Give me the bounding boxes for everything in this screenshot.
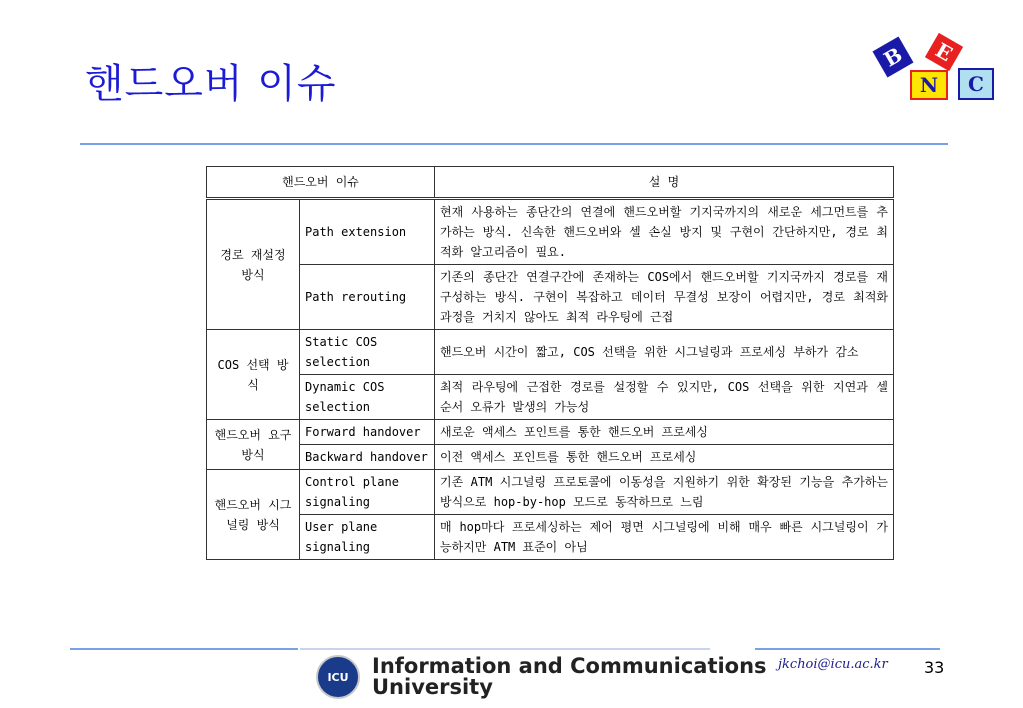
method-cell: User plane signaling — [300, 515, 435, 560]
university-line1: Information and Communications — [372, 654, 767, 678]
table-row — [207, 375, 894, 420]
method-cell: Path rerouting — [300, 265, 435, 330]
description-cell: 핸드오버 시간이 짧고, COS 선택을 위한 시그널링과 프로세싱 부하가 감소 — [435, 330, 894, 375]
method-cell: Control plane signaling — [300, 470, 435, 515]
logo-letter-b: B — [873, 37, 914, 78]
table-row — [207, 470, 894, 515]
benc-logo — [866, 30, 996, 110]
table-row — [207, 265, 894, 330]
category-cell: 경로 재설정 방식 — [207, 199, 300, 330]
author-email: jkchoi@icu.ac.kr — [778, 657, 888, 672]
header-description: 설 명 — [435, 167, 894, 199]
footer-divider-right — [755, 648, 940, 650]
table-row — [207, 199, 894, 265]
page-number: 33 — [924, 658, 945, 677]
description-cell: 이전 액세스 포인트를 통한 핸드오버 프로세싱 — [435, 445, 894, 470]
header-issue: 핸드오버 이슈 — [207, 167, 435, 199]
method-cell: Path extension — [300, 199, 435, 265]
description-cell: 기존 ATM 시그널링 프로토콜에 이동성을 지원하기 위한 확장된 기능을 추가하는 방식으로 hop-by-hop 모드로 동작하므로 느림 — [435, 470, 894, 515]
handover-issues-table — [206, 166, 894, 560]
footer-divider-left — [70, 648, 298, 650]
logo-letter-n: N — [910, 70, 948, 100]
description-cell: 매 hop마다 프로세싱하는 제어 평면 시그널링에 비해 매우 빠른 시그널링이 가능하지만 ATM 표준이 아님 — [435, 515, 894, 560]
method-cell: Backward handover — [300, 445, 435, 470]
slide-title: 핸드오버 이슈 — [85, 61, 337, 107]
table-row — [207, 330, 894, 375]
description-cell: 최적 라우팅에 근접한 경로를 설정할 수 있지만, COS 선택을 위한 지연과 셀 순서 오류가 발생의 가능성 — [435, 375, 894, 420]
table-row — [207, 420, 894, 445]
category-cell: COS 선택 방식 — [207, 330, 300, 420]
description-cell: 새로운 액세스 포인트를 통한 핸드오버 프로세싱 — [435, 420, 894, 445]
method-cell: Forward handover — [300, 420, 435, 445]
category-cell: 핸드오버 요구방식 — [207, 420, 300, 470]
table-row — [207, 445, 894, 470]
table-row — [207, 515, 894, 560]
category-cell: 핸드오버 시그널링 방식 — [207, 470, 300, 560]
university-line2: University — [372, 675, 493, 699]
logo-letter-c: C — [958, 68, 994, 100]
title-divider — [80, 143, 948, 145]
footer-divider-center — [300, 648, 710, 650]
university-name — [372, 656, 767, 698]
method-cell: Static COS selection — [300, 330, 435, 375]
table-header-row — [207, 167, 894, 199]
icu-emblem-text: ICU — [327, 670, 349, 684]
description-cell: 현재 사용하는 종단간의 연결에 핸드오버할 기지국까지의 새로운 세그먼트를 추가하는 방식. 신속한 핸드오버와 셀 손실 방지 및 구현이 간단하지만, 경로 최적화 알고리즘이 필요. — [435, 199, 894, 265]
method-cell: Dynamic COS selection — [300, 375, 435, 420]
logo-letter-e: E — [925, 33, 963, 71]
description-cell: 기존의 종단간 연결구간에 존재하는 COS에서 핸드오버할 기지국까지 경로를 재구성하는 방식. 구현이 복잡하고 데이터 무결성 보장이 어렵지만, 경로 최적화 과정을 거치지 않아도 최적 라우팅에 근접 — [435, 265, 894, 330]
icu-emblem-icon — [316, 655, 360, 699]
